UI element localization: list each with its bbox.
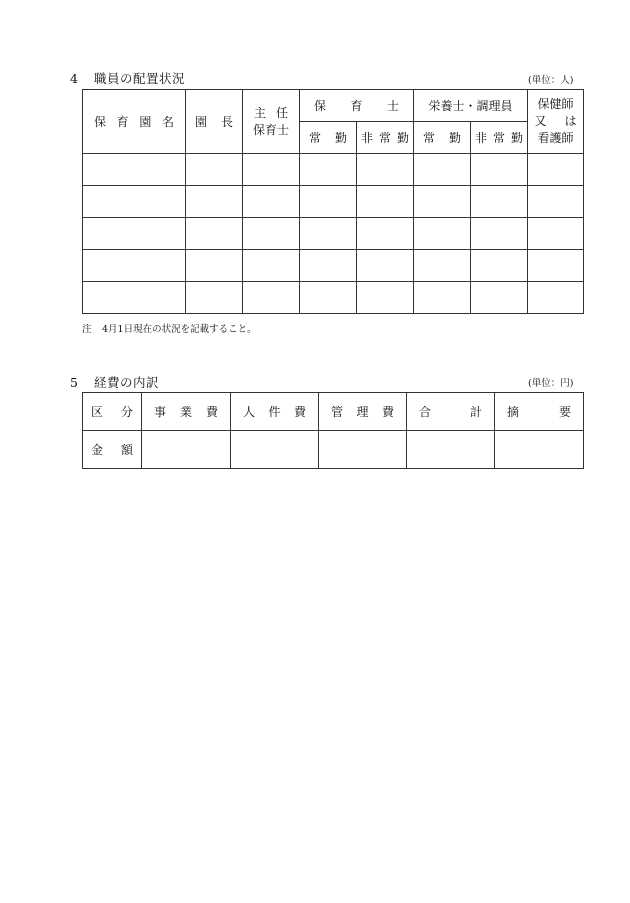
staff-note [82,321,257,335]
header-nurse-line1: 保健師 [537,97,574,111]
table-cell[interactable] [83,250,186,282]
expense-header-cell [495,393,584,431]
header-nursery-name [83,90,186,154]
header-director [186,90,243,154]
header-director-text: 園 長 [195,115,233,129]
table-cell[interactable] [471,250,528,282]
table-cell[interactable] [243,186,300,218]
header-teacher-fulltime [300,122,357,154]
header-cook-parttime [471,122,528,154]
expense-amount-cell[interactable] [319,431,407,469]
expense-header-cell [407,393,495,431]
table-cell[interactable] [414,250,471,282]
expense-header-text: 区 分 [91,405,133,419]
expense-amount-cell[interactable] [495,431,584,469]
expense-section-number: 5 [70,375,79,390]
expense-header-cell [142,393,231,431]
table-cell[interactable] [357,218,414,250]
expense-section-title-text: 経費の内訳 [94,375,160,390]
header-nursery-teacher [300,90,414,122]
table-cell[interactable] [471,154,528,186]
table-cell[interactable] [300,154,357,186]
table-cell[interactable] [186,282,243,314]
staff-table [82,89,584,314]
table-cell[interactable] [471,186,528,218]
table-cell[interactable] [414,282,471,314]
header-chief [243,90,300,154]
table-cell[interactable] [357,250,414,282]
table-row [83,218,584,250]
table-cell[interactable] [83,218,186,250]
expense-header-cell [231,393,319,431]
header-cook-fulltime [414,122,471,154]
table-row [83,154,584,186]
expense-amount-label-cell [83,431,142,469]
table-cell[interactable] [186,250,243,282]
table-cell[interactable] [83,154,186,186]
table-cell[interactable] [414,186,471,218]
table-cell[interactable] [243,282,300,314]
table-row [83,186,584,218]
staff-section-title [70,69,185,87]
expense-header-text: 摘 要 [507,405,571,419]
table-cell[interactable] [186,154,243,186]
staff-section-number: 4 [70,71,79,86]
header-chief-line2: 保育士 [252,122,289,137]
table-cell[interactable] [528,282,584,314]
expense-header-text: 事 業 費 [154,405,218,419]
expense-amount-row [83,431,584,469]
expense-header-cell [83,393,142,431]
table-cell[interactable] [243,218,300,250]
table-cell[interactable] [243,154,300,186]
table-cell[interactable] [300,186,357,218]
expense-header-text: 管 理 費 [331,405,394,419]
table-cell[interactable] [471,218,528,250]
expense-header-text: 合 計 [419,405,482,419]
table-cell[interactable] [528,218,584,250]
expense-amount-cell[interactable] [142,431,231,469]
expense-section-title [70,373,159,391]
table-cell[interactable] [300,282,357,314]
table-cell[interactable] [300,250,357,282]
staff-table-body [83,154,584,314]
expense-amount-label: 金 額 [91,443,133,457]
header-nursery-teacher-text: 保 育 士 [314,99,400,113]
expense-amount-cell[interactable] [231,431,319,469]
expense-table [82,392,584,469]
staff-note-text: 4月1日現在の状況を記載すること。 [102,324,257,335]
table-row [83,250,584,282]
table-cell[interactable] [471,282,528,314]
table-cell[interactable] [528,186,584,218]
table-cell[interactable] [83,186,186,218]
staff-unit-label: (単位：人) [528,75,574,86]
expense-header-text: 人 件 費 [243,405,306,419]
table-cell[interactable] [83,282,186,314]
header-nurse-line2: 又 は [534,114,577,128]
table-cell[interactable] [414,218,471,250]
staff-note-mark: 注 [82,324,92,335]
header-cook-parttime-text: 非 常 勤 [475,131,524,145]
header-nurse-line3: 看護師 [537,131,574,145]
table-cell[interactable] [357,186,414,218]
table-cell[interactable] [300,218,357,250]
header-cook-fulltime-text: 常 勤 [423,131,462,145]
header-nursery-name-text: 保 育 園 名 [94,115,174,129]
expense-header-cell [319,393,407,431]
expense-header-row [83,393,584,431]
table-cell[interactable] [357,282,414,314]
expense-unit-label: (単位：円) [528,378,574,389]
table-cell[interactable] [186,218,243,250]
table-cell[interactable] [357,154,414,186]
table-cell[interactable] [528,250,584,282]
table-row [83,282,584,314]
table-cell[interactable] [414,154,471,186]
staff-section-title-text: 職員の配置状況 [94,71,186,86]
header-dietitian-cook: 栄養士・調理員 [414,90,528,122]
header-chief-line1: 主 任 [254,105,288,120]
header-teacher-parttime [357,122,414,154]
header-nurse [528,90,584,154]
table-cell[interactable] [186,186,243,218]
header-teacher-fulltime-text: 常 勤 [309,131,347,145]
table-cell[interactable] [528,154,584,186]
table-cell[interactable] [243,250,300,282]
expense-amount-cell[interactable] [407,431,495,469]
header-teacher-parttime-text: 非 常 勤 [361,131,410,145]
